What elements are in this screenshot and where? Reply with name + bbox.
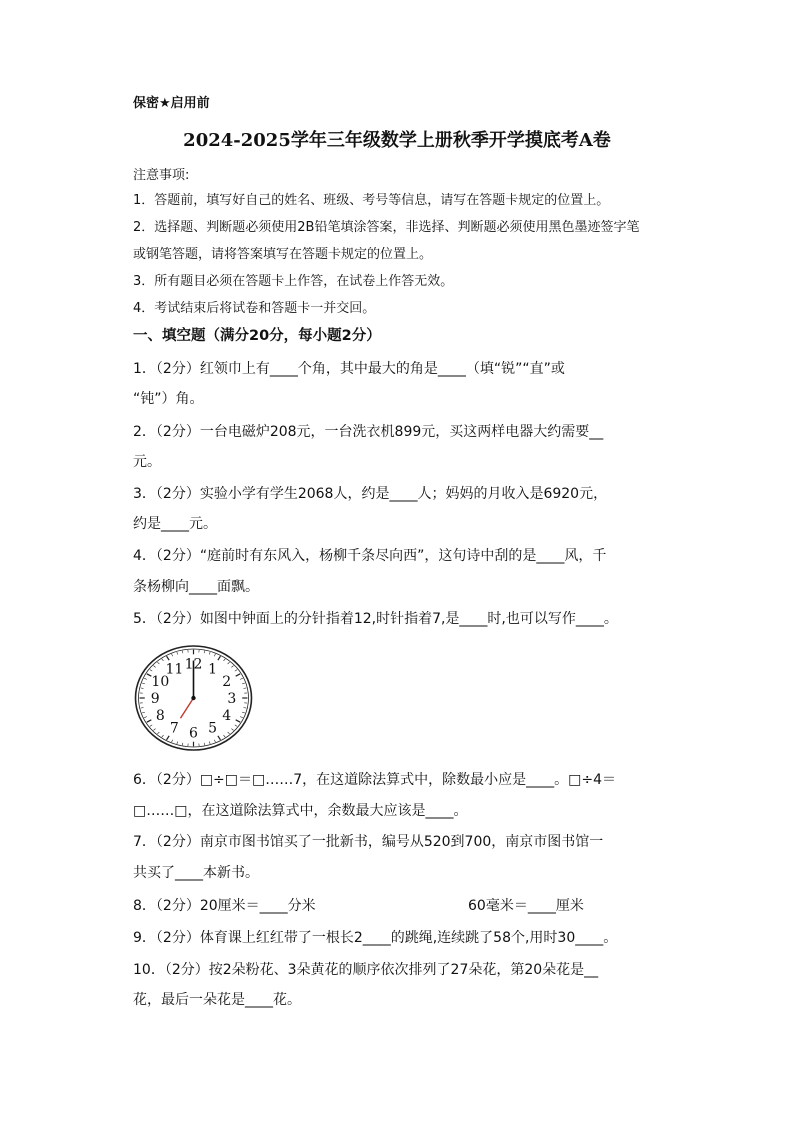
clock-figure: [133, 644, 254, 752]
clock-numeral: 4: [222, 708, 232, 725]
question-line: 60毫米＝____厘米: [468, 898, 584, 914]
question-line: 2．（2分）一台电磁炉208元，一台洗衣机899元，买这两样电器大约需要__: [133, 424, 604, 440]
section-title: 一、填空题（满分20分，每小题2分）: [133, 328, 381, 344]
question-line: 10．（2分）按2朵粉花、3朵黄花的顺序依次排列了27朵花，第20朵花是__: [133, 962, 599, 978]
question-line: 1．（2分）红领巾上有____个角，其中最大的角是____（填“锐”“直”或: [133, 361, 565, 377]
question-line: 8．（2分）20厘米＝____分米: [133, 898, 316, 914]
question-line: 元。: [133, 454, 161, 470]
question-line: 约是____元。: [133, 516, 217, 532]
clock-numeral: 5: [208, 720, 218, 737]
clock-numeral: 1: [208, 661, 218, 678]
question-line: 花，最后一朵花是____花。: [133, 992, 301, 1008]
clock-numeral: 12: [184, 656, 203, 673]
clock-numeral: 6: [189, 725, 198, 742]
clock-numeral: 7: [169, 720, 179, 737]
question-line: 3．（2分）实验小学有学生2068人，约是____人；妈妈的月收入是6920元，: [133, 486, 608, 502]
page-title: 2024-2025学年三年级数学上册秋季开学摸底考A卷: [183, 130, 611, 151]
clock-numeral: 11: [165, 661, 184, 678]
notice-line: 2．选择题、判断题必须使用2B铅笔填涂答案，非选择、判断题必须使用黑色墨迹签字笔: [133, 220, 640, 235]
question-line: 4．（2分）“庭前时有东风入，杨柳千条尽向西”，这句诗中刮的是____风，千: [133, 548, 607, 564]
notice-line: 或钢笔答题，请将答案填写在答题卡规定的位置上。: [133, 247, 433, 262]
question-line: 条杨柳向____面飘。: [133, 579, 259, 595]
question-line: 5．（2分）如图中钟面上的分针指着12,时针指着7,是____时,也可以写作____。: [133, 611, 618, 627]
notice-line: 1．答题前，填写好自己的姓名、班级、考号等信息，请写在答题卡规定的位置上。: [133, 193, 610, 208]
question-line: □……□，在这道除法算式中，余数最大应该是____。: [133, 803, 468, 819]
clock-numeral: 10: [151, 673, 170, 690]
question-line: 7．（2分）南京市图书馆买了一批新书，编号从520到700，南京市图书馆一: [133, 834, 604, 850]
question-line: 9．（2分）体育课上红红带了一根长2____的跳绳,连续跳了58个,用时30____。: [133, 930, 618, 946]
clock-center-pin: [191, 696, 195, 700]
clock-numeral: 8: [155, 708, 165, 725]
notice-heading: 注意事项:: [133, 168, 190, 183]
question-line: “钝”）角。: [133, 391, 204, 407]
notice-line: 3．所有题目必须在答题卡上作答，在试卷上作答无效。: [133, 274, 454, 289]
confidential-label: 保密★启用前: [133, 96, 210, 111]
clock-numeral: 9: [150, 691, 160, 707]
question-line: 6．（2分）□÷□＝□……7，在这道除法算式中，除数最小应是____。□÷4＝: [133, 772, 616, 788]
notice-line: 4．考试结束后将试卷和答题卡一并交回。: [133, 301, 376, 316]
question-line: 共买了____本新书。: [133, 865, 259, 881]
clock-numeral: 3: [227, 691, 237, 707]
clock-numeral: 2: [222, 673, 232, 690]
